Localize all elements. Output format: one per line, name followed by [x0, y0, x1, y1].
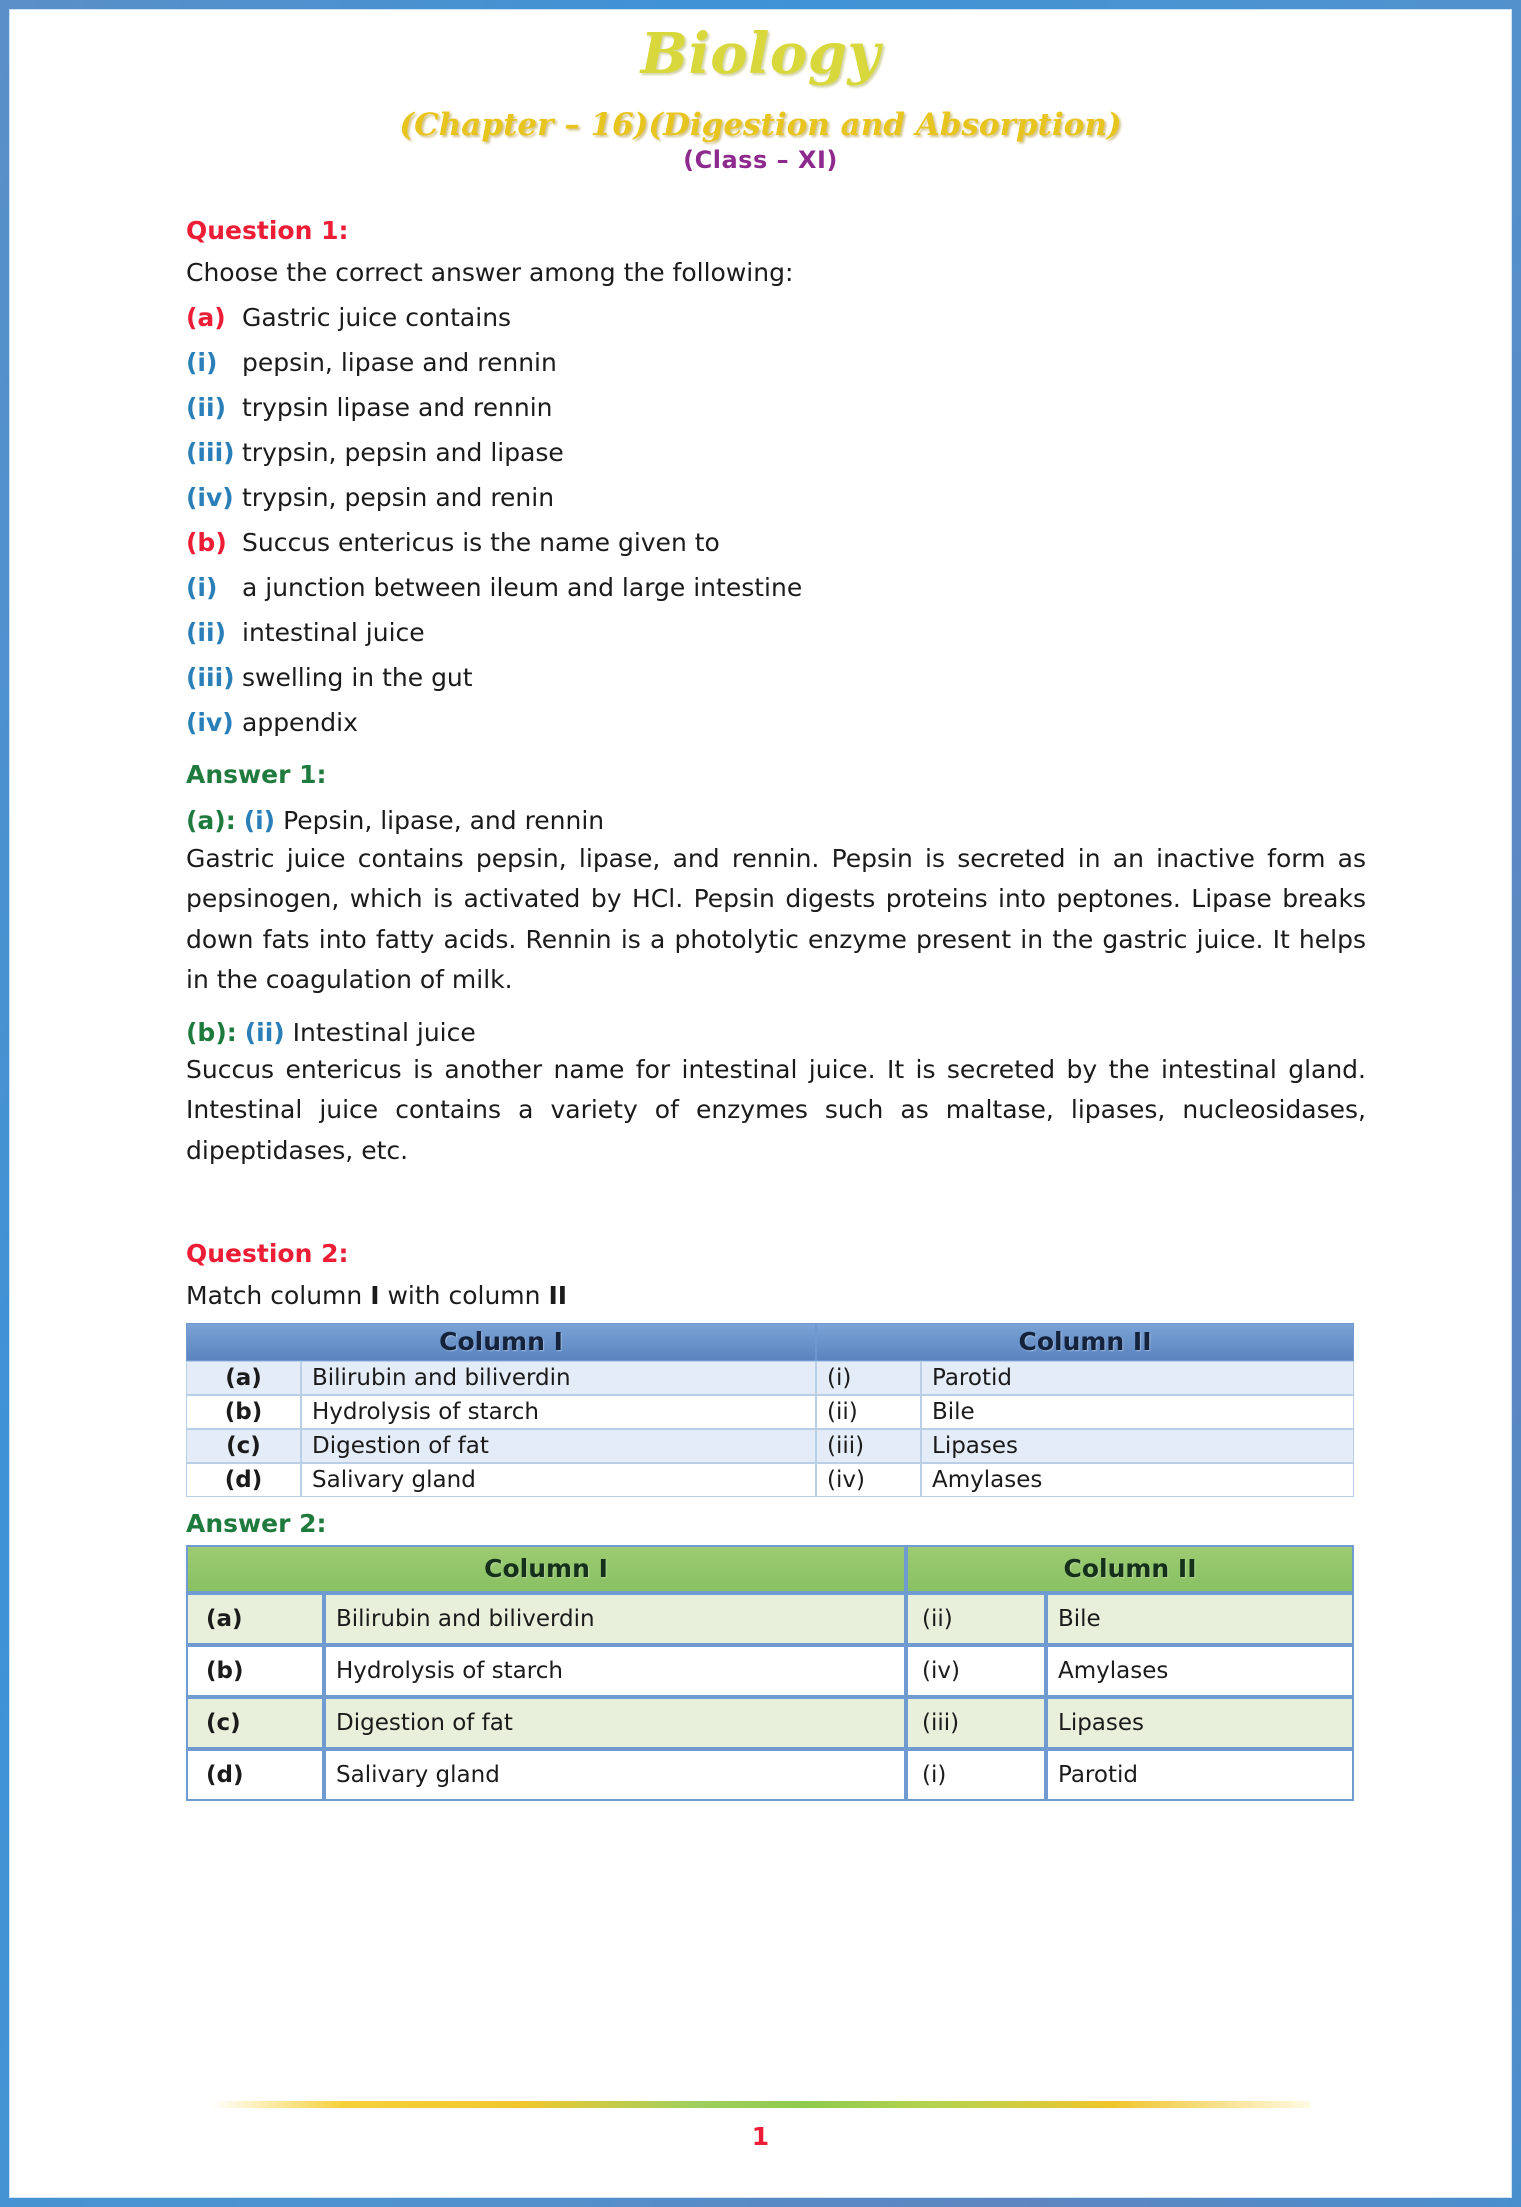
a2-row0-match: Bile [1046, 1593, 1354, 1645]
a2-row3-key: (d) [186, 1749, 324, 1801]
table-row [186, 1749, 1354, 1801]
a2-row3-match: Parotid [1046, 1749, 1354, 1801]
question-1-part-b-option-ii [186, 618, 1366, 648]
q2-row0-item: Bilirubin and biliverdin [301, 1361, 816, 1395]
answer-1-part-a-choice [186, 805, 1366, 836]
table-row [186, 1697, 1354, 1749]
question-1-part-b-option-iv [186, 708, 1366, 738]
q2-prompt-pre: Match column [186, 1281, 371, 1311]
part-b-stem-text: Succus entericus is the name given to [242, 528, 720, 558]
option-label-iii: (iii) [186, 438, 235, 468]
option-b-text-iii: swelling in the gut [242, 663, 473, 693]
q2-row3-item: Salivary gland [301, 1463, 816, 1497]
table-row [186, 1429, 1354, 1463]
question-1-part-b-option-iii [186, 663, 1366, 693]
a2-row0-num: (ii) [906, 1593, 1046, 1645]
q2-header-column-ii: Column II [816, 1323, 1354, 1361]
table-header-row [186, 1323, 1354, 1361]
page-number: 1 [751, 2122, 770, 2151]
a2-row1-match: Amylases [1046, 1645, 1354, 1697]
class-label: (Class – XI) [683, 146, 838, 175]
q2-row2-item: Digestion of fat [301, 1429, 816, 1463]
answer-b-key: (b): [186, 1017, 237, 1047]
part-a-stem-text: Gastric juice contains [242, 303, 512, 333]
a2-row2-key: (c) [186, 1697, 324, 1749]
a2-row0-item: Bilirubin and biliverdin [324, 1593, 906, 1645]
question-2-prompt [186, 1280, 1366, 1311]
q2-row2-num: (iii) [816, 1429, 921, 1463]
option-text-ii: trypsin lipase and rennin [242, 393, 553, 423]
answer-a-choice-text: Pepsin, lipase, and rennin [283, 806, 605, 836]
q2-row3-key: (d) [186, 1463, 301, 1497]
footer-divider-rule [211, 2101, 1311, 2108]
a2-row2-item: Digestion of fat [324, 1697, 906, 1749]
page-canvas [9, 9, 1512, 2198]
answer-2-heading: Answer 2: [186, 1508, 327, 1538]
option-b-text-ii: intestinal juice [242, 618, 425, 648]
q2-row3-match: Amylases [921, 1463, 1354, 1497]
q2-header-column-i: Column I [186, 1323, 816, 1361]
question-1-part-a-option-i [186, 348, 1366, 378]
chapter-subtitle: (Chapter – 16)(Digestion and Absorption) [399, 106, 1122, 143]
table-row [186, 1463, 1354, 1497]
option-b-text-i: a junction between ileum and large intestine [242, 573, 803, 603]
table-row [186, 1395, 1354, 1429]
answer-b-choice-label: (ii) [244, 1017, 285, 1047]
answer-1-part-a-paragraph: Gastric juice contains pepsin, lipase, and rennin. Pepsin is secreted in an inactive form as pepsinogen, which is activated by HCl. Pepsin digests proteins into peptones. Lipase breaks down fats into fatty acids. Rennin is a photolytic enzyme present in the gastric juice. It helps in the coagulation of milk. [186, 843, 1366, 995]
q2-row2-match: Lipases [921, 1429, 1354, 1463]
q2-row0-key: (a) [186, 1361, 301, 1395]
part-b-label: (b) [186, 528, 227, 558]
question-1-part-a-stem [186, 303, 1366, 333]
a2-row2-match: Lipases [1046, 1697, 1354, 1749]
q2-row0-match: Parotid [921, 1361, 1354, 1395]
table-row [186, 1593, 1354, 1645]
q2-prompt-column-two: II [548, 1281, 568, 1311]
option-b-text-iv: appendix [242, 708, 358, 738]
q2-prompt-mid: with column [379, 1281, 549, 1311]
q2-row2-key: (c) [186, 1429, 301, 1463]
a2-row3-item: Salivary gland [324, 1749, 906, 1801]
table-row [186, 1361, 1354, 1395]
question-2-match-table [186, 1323, 1354, 1497]
option-text-i: pepsin, lipase and rennin [242, 348, 557, 378]
a2-row1-key: (b) [186, 1645, 324, 1697]
option-label-iv: (iv) [186, 483, 234, 513]
q2-row0-num: (i) [816, 1361, 921, 1395]
answer-1-part-b-paragraph: Succus entericus is another name for intestinal juice. It is secreted by the intestinal gland. Intestinal juice contains a variety of enzymes such as maltase, lipases, nucleosidases, dipeptidases, etc. [186, 1054, 1366, 1165]
question-1-prompt: Choose the correct answer among the following: [186, 258, 794, 288]
option-b-label-i: (i) [186, 573, 218, 603]
question-1-part-a-option-iv [186, 483, 1366, 513]
question-1-heading: Question 1: [186, 216, 349, 246]
a2-row0-key: (a) [186, 1593, 324, 1645]
answer-a-key: (a): [186, 806, 236, 836]
a2-row1-num: (iv) [906, 1645, 1046, 1697]
question-2-heading: Question 2: [186, 1239, 349, 1269]
answer-1-heading: Answer 1: [186, 760, 327, 790]
page-footer [10, 2101, 1511, 2151]
option-text-iii: trypsin, pepsin and lipase [242, 438, 564, 468]
answer-a-choice-label: (i) [243, 806, 276, 836]
question-1-part-b-option-i [186, 573, 1366, 603]
q2-prompt-column-one: I [370, 1281, 380, 1311]
part-a-label: (a) [186, 303, 226, 333]
q2-row1-num: (ii) [816, 1395, 921, 1429]
question-1-part-b-stem [186, 528, 1366, 558]
q2-row1-item: Hydrolysis of starch [301, 1395, 816, 1429]
table-row [186, 1645, 1354, 1697]
question-1-part-a-option-ii [186, 393, 1366, 423]
document-content [10, 216, 1511, 1801]
option-b-label-iv: (iv) [186, 708, 234, 738]
a2-row1-item: Hydrolysis of starch [324, 1645, 906, 1697]
a2-header-column-ii: Column II [906, 1545, 1354, 1593]
a2-row3-num: (i) [906, 1749, 1046, 1801]
page-title: Biology [640, 21, 881, 87]
option-label-i: (i) [186, 348, 218, 378]
option-b-label-ii: (ii) [186, 618, 226, 648]
answer-1-part-b-choice [186, 1017, 1366, 1048]
question-1-part-a-option-iii [186, 438, 1366, 468]
a2-row2-num: (iii) [906, 1697, 1046, 1749]
option-b-label-iii: (iii) [186, 663, 235, 693]
q2-row1-key: (b) [186, 1395, 301, 1429]
q2-row1-match: Bile [921, 1395, 1354, 1429]
a2-header-column-i: Column I [186, 1545, 906, 1593]
answer-2-match-table [186, 1545, 1354, 1801]
table-header-row [186, 1545, 1354, 1593]
q2-row3-num: (iv) [816, 1463, 921, 1497]
answer-b-choice-text: Intestinal juice [292, 1017, 476, 1047]
option-text-iv: trypsin, pepsin and renin [242, 483, 555, 513]
option-label-ii: (ii) [186, 393, 226, 423]
